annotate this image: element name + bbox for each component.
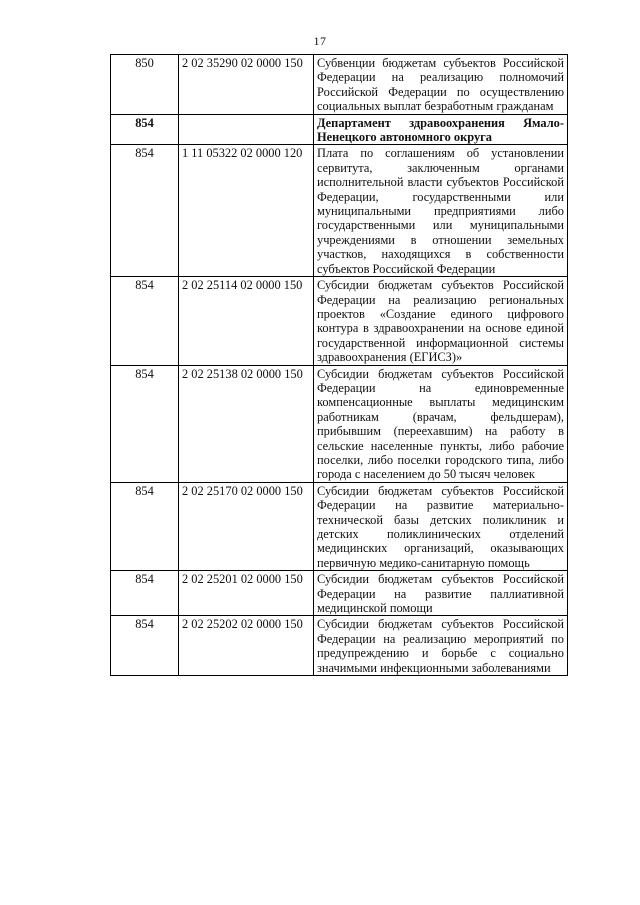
revenue-name-cell: Субсидии бюджетам субъектов Российской Федерации на единовременные компенсационные выплаты медицинским работникам (врачам, фельдшерам), прибывшим (переехавшим) на работу в сельские населенные пункты, либо рабочие поселки, либо поселки городского типа, либо города с населением до 50 тысяч человек [314,365,568,482]
table-body [111,55,568,676]
budget-code-cell: 2 02 25201 02 0000 150 [179,571,314,616]
admin-code-cell: 854 [111,365,179,482]
admin-code-cell: 854 [111,145,179,277]
admin-code-cell: 854 [111,482,179,570]
budget-code-cell: 2 02 25138 02 0000 150 [179,365,314,482]
revenue-name-cell: Субвенции бюджетам субъектов Российской Федерации на реализацию полномочий Российской Федерации по осуществлению социальных выплат безработным гражданам [314,55,568,115]
admin-code-cell: 854 [111,277,179,365]
budget-code-cell [179,114,314,145]
budget-code-cell: 2 02 25114 02 0000 150 [179,277,314,365]
revenue-name-cell: Субсидии бюджетам субъектов Российской Федерации на развитие паллиативной медицинской помощи [314,571,568,616]
table-row [111,571,568,616]
budget-code-cell: 1 11 05322 02 0000 120 [179,145,314,277]
budget-code-cell: 2 02 35290 02 0000 150 [179,55,314,115]
table-row [111,277,568,365]
revenue-name-cell: Субсидии бюджетам субъектов Российской Федерации на развитие материально-технической базы детских поликлиник и детских поликлинических отделений медицинских организаций, оказывающих первичную медико-санитарную помощь [314,482,568,570]
revenue-name-cell: Субсидии бюджетам субъектов Российской Федерации на реализацию мероприятий по предупреждению и борьбе с социально значимыми инфекционными заболеваниями [314,616,568,676]
table-row-department [111,114,568,145]
table-row [111,482,568,570]
table-row [111,55,568,115]
table-row [111,616,568,676]
revenue-name-cell: Плата по соглашениям об установлении сервитута, заключенным органами исполнительной власти субъектов Российской Федерации, государственными или муниципальными предприятиями либо государственными или муниципальными учреждениями в отношении земельных участков, находящихся в собственности субъектов Российской Федерации [314,145,568,277]
budget-codes-table [110,54,568,676]
page-number: 17 [313,34,327,48]
revenue-name-cell: Субсидии бюджетам субъектов Российской Федерации на реализацию региональных проектов «Создание единого цифрового контура в здравоохранении на основе единой государственной информационной системы здравоохранения (ЕГИСЗ)» [314,277,568,365]
revenue-name-cell: Департамент здравоохранения Ямало-Ненецкого автономного округа [314,114,568,145]
budget-code-cell: 2 02 25202 02 0000 150 [179,616,314,676]
admin-code-cell: 854 [111,616,179,676]
budget-code-cell: 2 02 25170 02 0000 150 [179,482,314,570]
admin-code-cell: 854 [111,114,179,145]
table-row [111,145,568,277]
admin-code-cell: 854 [111,571,179,616]
admin-code-cell: 850 [111,55,179,115]
table-row [111,365,568,482]
